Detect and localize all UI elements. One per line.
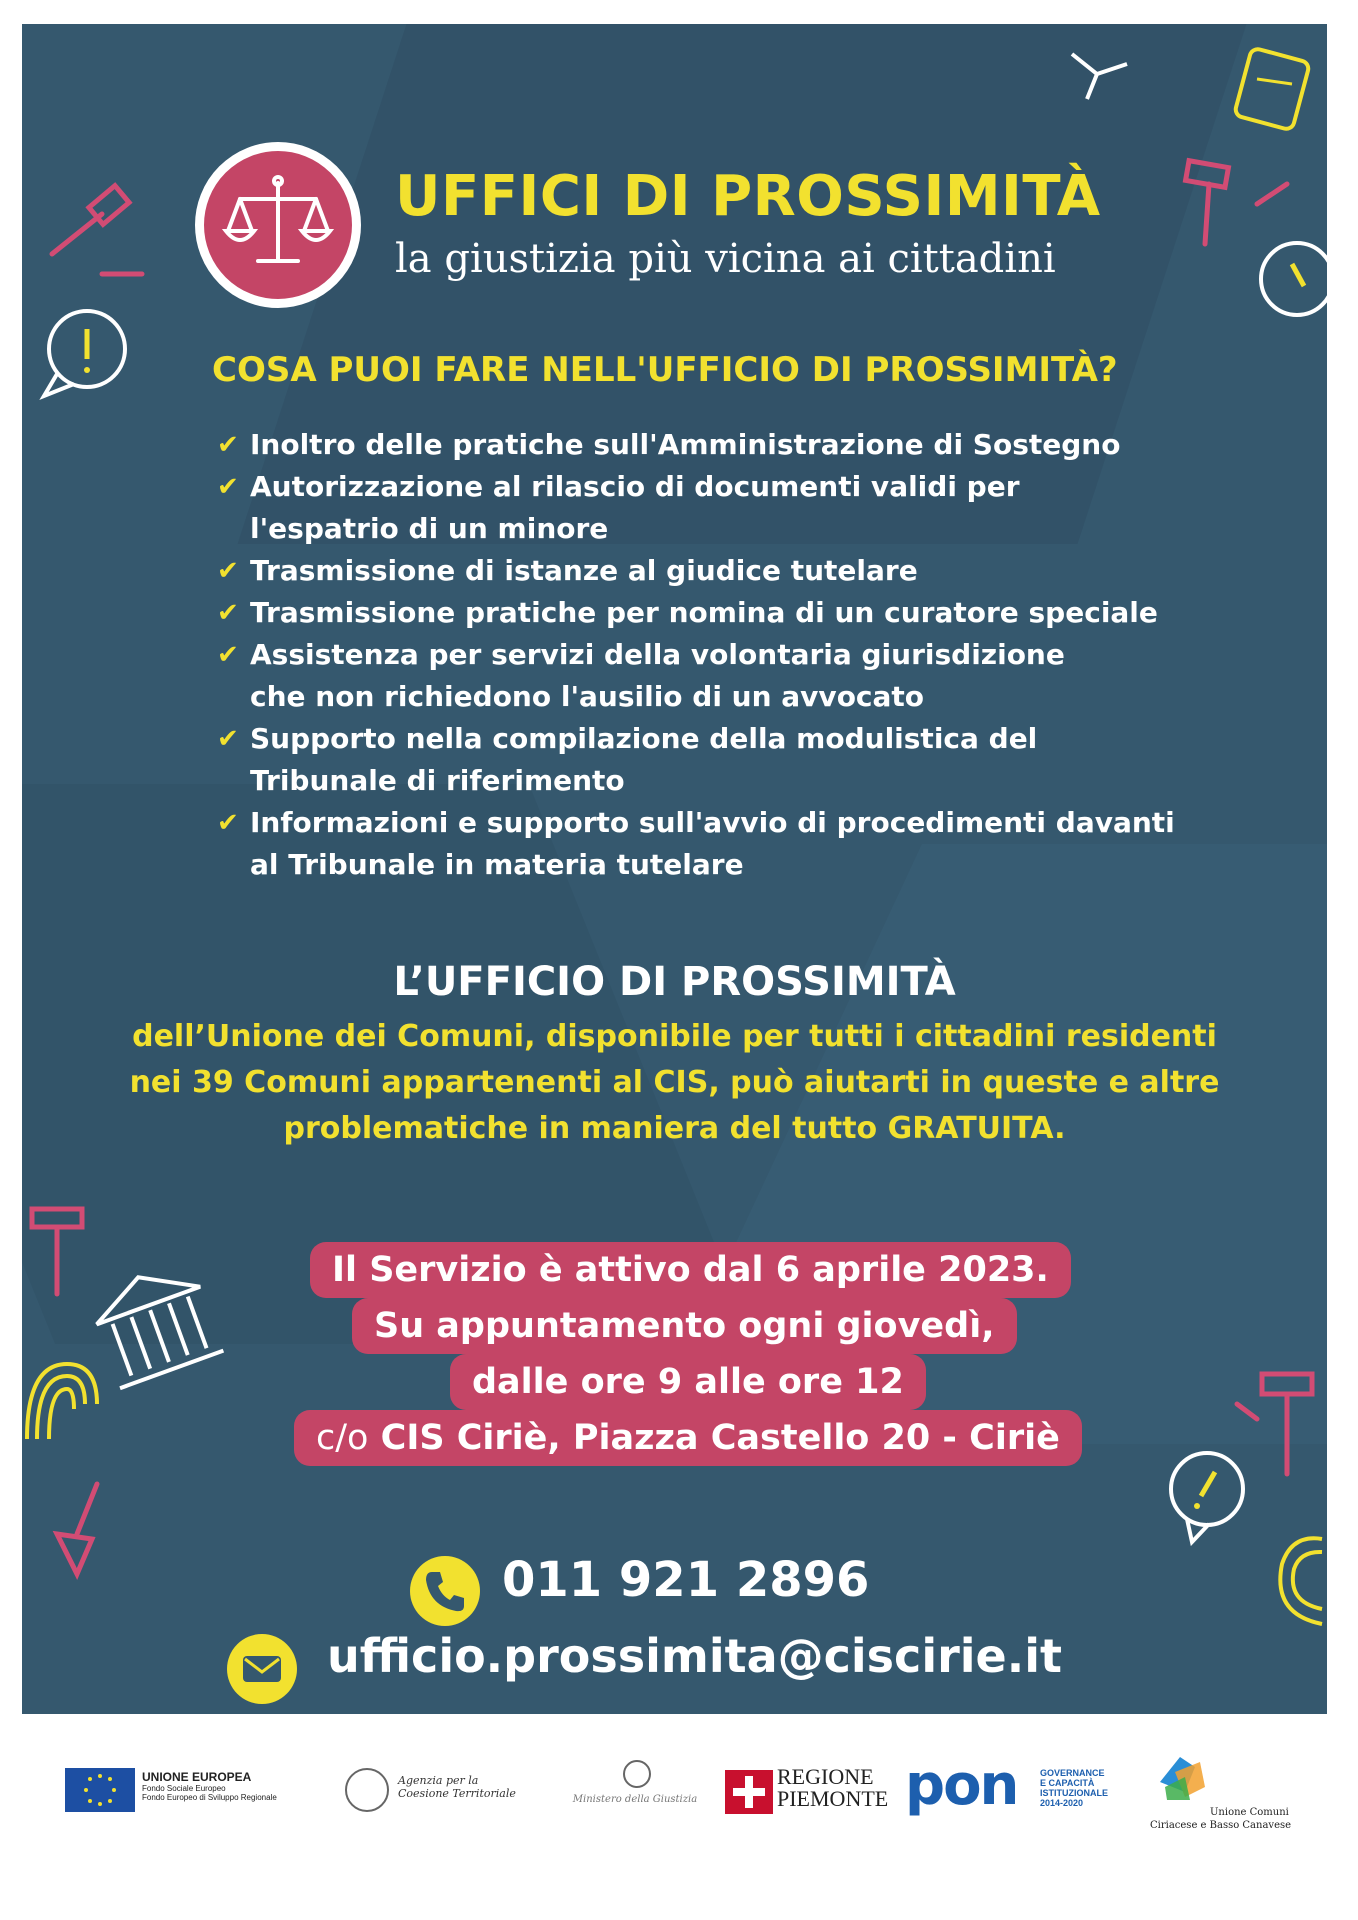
schedule-line: dalle ore 9 alle ore 12 <box>450 1354 926 1410</box>
list-item: ✔ Inoltro delle pratiche sull'Amministrazione di Sostegno <box>217 424 1150 466</box>
republic-emblem-logo <box>623 1760 651 1788</box>
check-icon: ✔ <box>217 598 239 628</box>
eu-flag-logo <box>65 1768 135 1812</box>
list-item: ✔ Trasmissione di istanze al giudice tutelare <box>217 550 1150 592</box>
scales-logo <box>195 142 361 308</box>
email-icon <box>227 1634 297 1704</box>
check-icon: ✔ <box>217 808 239 838</box>
regione-piemonte-text: REGIONE PIEMONTE <box>777 1764 889 1811</box>
email-address[interactable]: ufficio.prossimita@ciscirie.it <box>327 1629 1062 1683</box>
check-icon: ✔ <box>217 472 239 502</box>
list-item: ✔ Supporto nella compilazione della modulistica del Tribunale di riferimento <box>217 718 1080 802</box>
ministry-logo: Ministero della Giustizia <box>572 1794 698 1805</box>
fingerprint-icon <box>1267 1524 1327 1634</box>
check-icon: ✔ <box>217 430 239 460</box>
office-description: dell’Unione dei Comuni, disponibile per tutti i cittadini residenti nei 39 Comuni appartenenti al CIS, può aiutarti in queste e altre problematiche in maniera del tutto GRATUITA. <box>129 1019 1220 1146</box>
unione-comuni-logo <box>1155 1752 1210 1802</box>
services-list <box>217 424 1257 886</box>
list-item: ✔ Trasmissione pratiche per nomina di un curatore speciale <box>217 592 1180 634</box>
phone-icon <box>410 1556 480 1626</box>
italian-emblem-logo <box>345 1768 389 1812</box>
gavel-icon <box>42 174 152 294</box>
check-icon: ✔ <box>217 724 239 754</box>
office-title: L’UFFICIO DI PROSSIMITÀ <box>393 959 956 1005</box>
page-subtitle: la giustizia più vicina ai cittadini <box>395 236 1056 282</box>
hand-icon <box>1057 24 1137 104</box>
schedule-line: Il Servizio è attivo dal 6 aprile 2023. <box>310 1242 1071 1298</box>
scales-icon <box>204 151 352 299</box>
pon-text: GOVERNANCE E CAPACITÀ ISTITUZIONALE 2014-2020 <box>1040 1768 1108 1808</box>
document-icon <box>1222 44 1322 144</box>
poster <box>22 24 1327 1714</box>
trowel-icon <box>37 1474 127 1594</box>
alert-bubble-icon <box>1157 1444 1257 1554</box>
eu-text: UNIONE EUROPEA Fondo Sociale Europeo Fondo Europeo di Sviluppo Regionale <box>142 1770 277 1802</box>
check-icon: ✔ <box>217 556 239 586</box>
list-item: ✔ Assistenza per servizi della volontaria giurisdizione che non richiedono l'ausilio di un avvocato <box>217 634 1110 718</box>
schedule-line: Su appuntamento ogni giovedì, <box>352 1298 1017 1354</box>
courthouse-icon <box>82 1264 232 1394</box>
schedule-address: c/o CIS Ciriè, Piazza Castello 20 - Ciriè <box>294 1410 1082 1466</box>
unione-comuni-text: Unione Comuni Ciriacese e Basso Canavese <box>1150 1807 1292 1831</box>
pon-logo: pon <box>905 1753 1018 1818</box>
agency-logo: Agenzia per la Coesione Territoriale <box>398 1774 516 1800</box>
check-icon: ✔ <box>217 640 239 670</box>
services-heading: COSA PUOI FARE NELL'UFFICIO DI PROSSIMITÀ? <box>212 350 1118 390</box>
alert-bubble-icon <box>32 304 142 404</box>
footer-logos <box>0 1720 1358 1920</box>
regione-piemonte-emblem <box>725 1770 773 1814</box>
list-item: ✔ Autorizzazione al rilascio di documenti validi per l'espatrio di un minore <box>217 466 1040 550</box>
list-item: ✔ Informazioni e supporto sull'avvio di procedimenti davanti al Tribunale in materia tutelare <box>217 802 1210 886</box>
page-title: UFFICI DI PROSSIMITÀ <box>395 164 1101 229</box>
alert-bubble-icon <box>1242 234 1327 344</box>
phone-number[interactable]: 011 921 2896 <box>502 1552 870 1608</box>
fingerprint-icon <box>22 1344 102 1454</box>
